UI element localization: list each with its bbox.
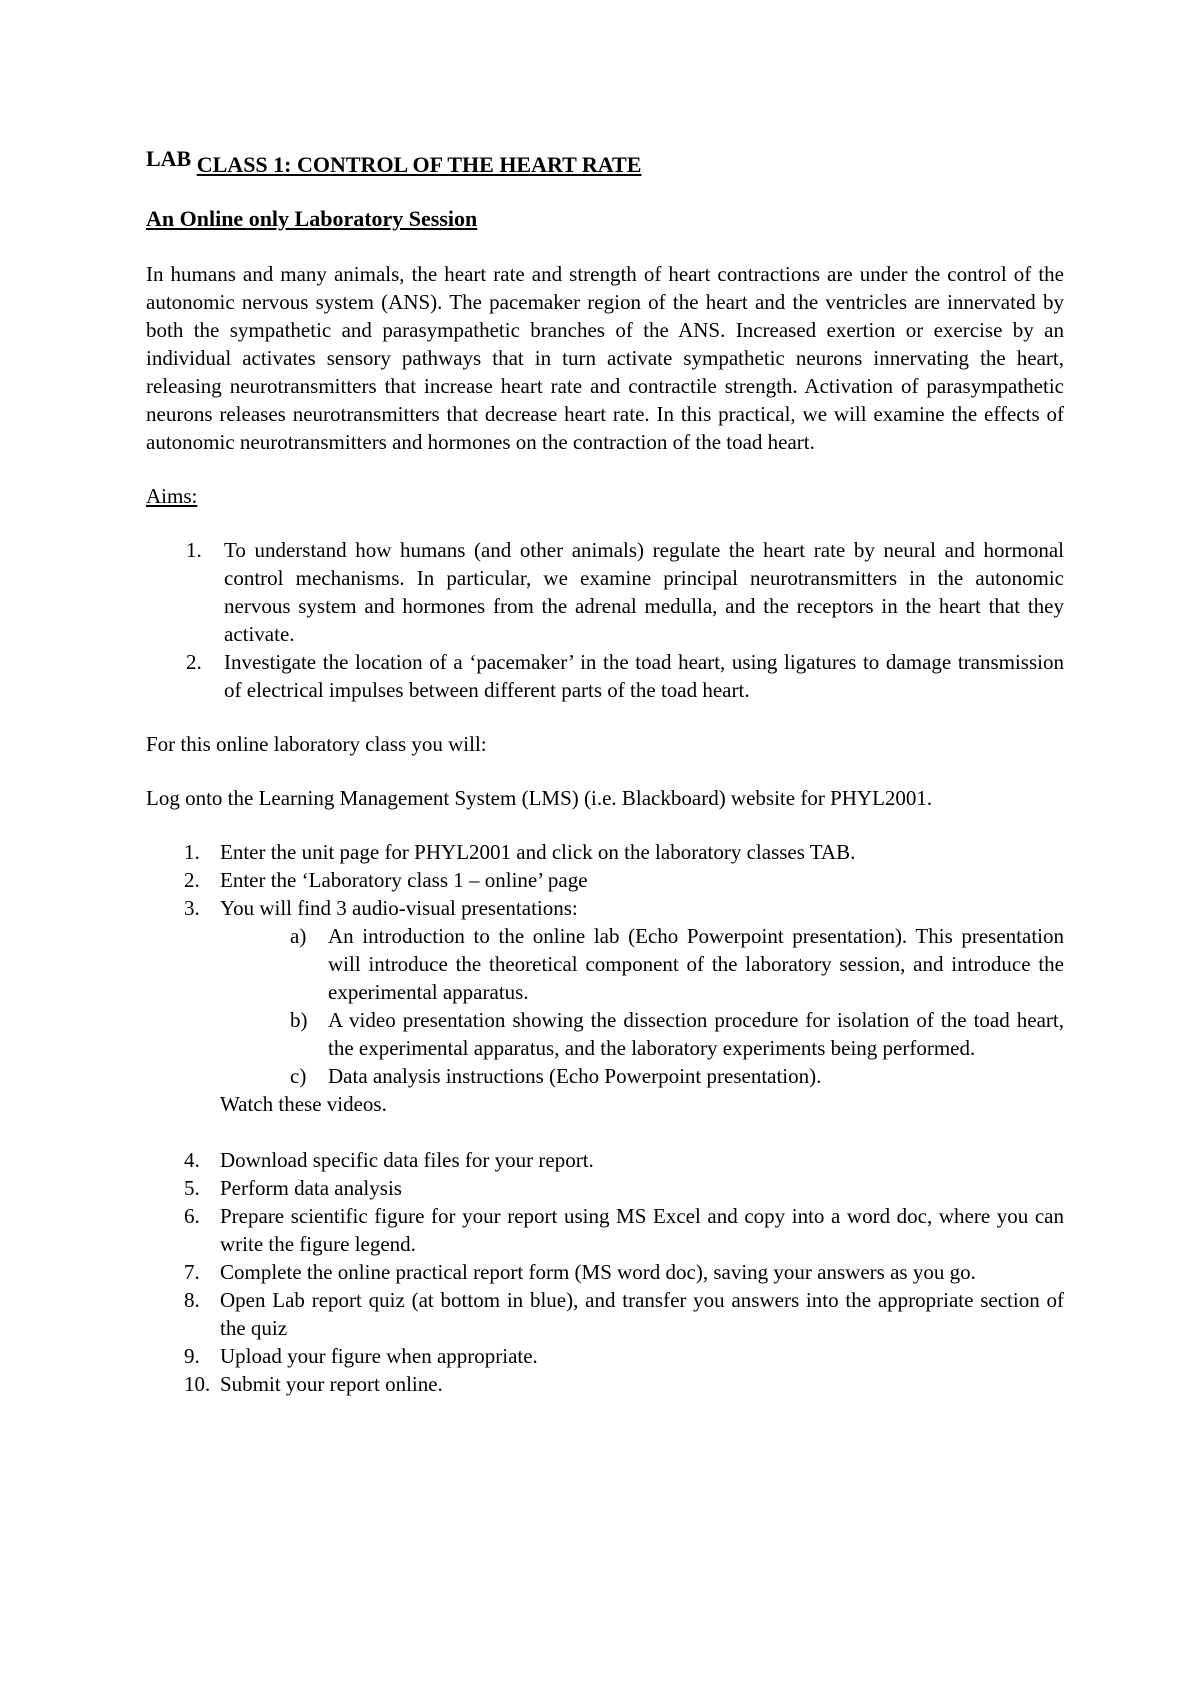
aims-heading: Aims: <box>146 484 198 508</box>
presentation-letter: c) <box>290 1064 307 1088</box>
step-text: Enter the unit page for PHYL2001 and click on the laboratory classes TAB. <box>220 840 856 864</box>
presentation-item <box>146 1062 1064 1090</box>
step-number: 6. <box>184 1204 200 1228</box>
step-number: 1. <box>184 840 200 864</box>
aim-item <box>146 648 1064 704</box>
presentation-text: A video presentation showing the dissection procedure for isolation of the toad heart, the experimental apparatus, and the laboratory experiments being performed. <box>328 1008 1064 1060</box>
presentation-letter: b) <box>290 1008 308 1032</box>
watch-instruction: Watch these videos. <box>220 1092 387 1116</box>
steps-list <box>146 838 1064 1090</box>
step-number: 5. <box>184 1176 200 1200</box>
logon-instruction: Log onto the Learning Management System (LMS) (i.e. Blackboard) website for PHYL2001. <box>146 786 933 810</box>
aim-item <box>146 536 1064 648</box>
presentation-letter: a) <box>290 924 307 948</box>
step-text: You will find 3 audio-visual presentations: <box>220 896 578 920</box>
aims-list <box>146 536 1064 704</box>
title-prefix: LAB <box>146 146 192 171</box>
presentation-text: Data analysis instructions (Echo Powerpoint presentation). <box>328 1064 822 1088</box>
step-number: 10. <box>184 1372 211 1396</box>
presentation-text: An introduction to the online lab (Echo Powerpoint presentation). This presentation will introduce the theoretical component of the laboratory session, and introduce the experimental apparatus. <box>328 924 1064 1004</box>
step-item <box>146 1286 1064 1342</box>
step-text: Open Lab report quiz (at bottom in blue), and transfer you answers into the appropriate section of the quiz <box>220 1288 1064 1340</box>
aim-number: 2. <box>186 650 202 674</box>
online-intro: For this online laboratory class you will: <box>146 732 487 756</box>
presentation-item <box>146 922 1064 1006</box>
step-number: 7. <box>184 1260 200 1284</box>
intro-paragraph: In humans and many animals, the heart rate and strength of heart contractions are under the control of the autonomic nervous system (ANS). The pacemaker region of the heart and the ventricles are innervated by both the sympathetic and parasympathetic branches of the ANS. Increased exertion or exercise by an individual activates sensory pathways that in turn activate sympathetic neurons innervating the heart, releasing neurotransmitters that increase heart rate and contractile strength. Activation of parasympathetic neurons releases neurotransmitters that decrease heart rate. In this practical, we will examine the effects of autonomic neurotransmitters and hormones on the contraction of the toad heart. <box>146 262 1064 454</box>
step-text: Submit your report online. <box>220 1372 443 1396</box>
aim-text: To understand how humans (and other animals) regulate the heart rate by neural and hormonal control mechanisms. In particular, we examine principal neurotransmitters in the autonomic nervous system and hormones from the adrenal medulla, and the receptors in the heart that they activate. <box>224 538 1064 646</box>
step-text: Perform data analysis <box>220 1176 402 1200</box>
step-item <box>146 894 1064 1090</box>
steps-list-continued <box>146 1146 1064 1398</box>
step-item <box>146 1146 1064 1174</box>
aim-text: Investigate the location of a ‘pacemaker’ in the toad heart, using ligatures to damage transmission of electrical impulses between different parts of the toad heart. <box>224 650 1064 702</box>
step-item <box>146 1202 1064 1258</box>
step-text: Prepare scientific figure for your report using MS Excel and copy into a word doc, where you can write the figure legend. <box>220 1204 1064 1256</box>
step-number: 2. <box>184 868 200 892</box>
step-item <box>146 1174 1064 1202</box>
step-number: 9. <box>184 1344 200 1368</box>
aim-number: 1. <box>186 538 202 562</box>
step-item <box>146 1342 1064 1370</box>
step-number: 8. <box>184 1288 200 1312</box>
step-number: 4. <box>184 1148 200 1172</box>
step-item <box>146 838 1064 866</box>
step-item <box>146 1370 1064 1398</box>
document-page <box>146 146 1064 1398</box>
step-text: Enter the ‘Laboratory class 1 – online’ page <box>220 868 588 892</box>
step-text: Upload your figure when appropriate. <box>220 1344 538 1368</box>
presentations-list <box>220 922 1064 1090</box>
step-text: Download specific data files for your report. <box>220 1148 594 1172</box>
document-subtitle: An Online only Laboratory Session <box>146 206 478 231</box>
step-number: 3. <box>184 896 200 920</box>
presentation-item <box>146 1006 1064 1062</box>
step-item <box>146 866 1064 894</box>
document-title <box>146 146 1064 180</box>
step-text: Complete the online practical report form (MS word doc), saving your answers as you go. <box>220 1260 976 1284</box>
step-item <box>146 1258 1064 1286</box>
title-main: CLASS 1: CONTROL OF THE HEART RATE <box>196 152 642 177</box>
